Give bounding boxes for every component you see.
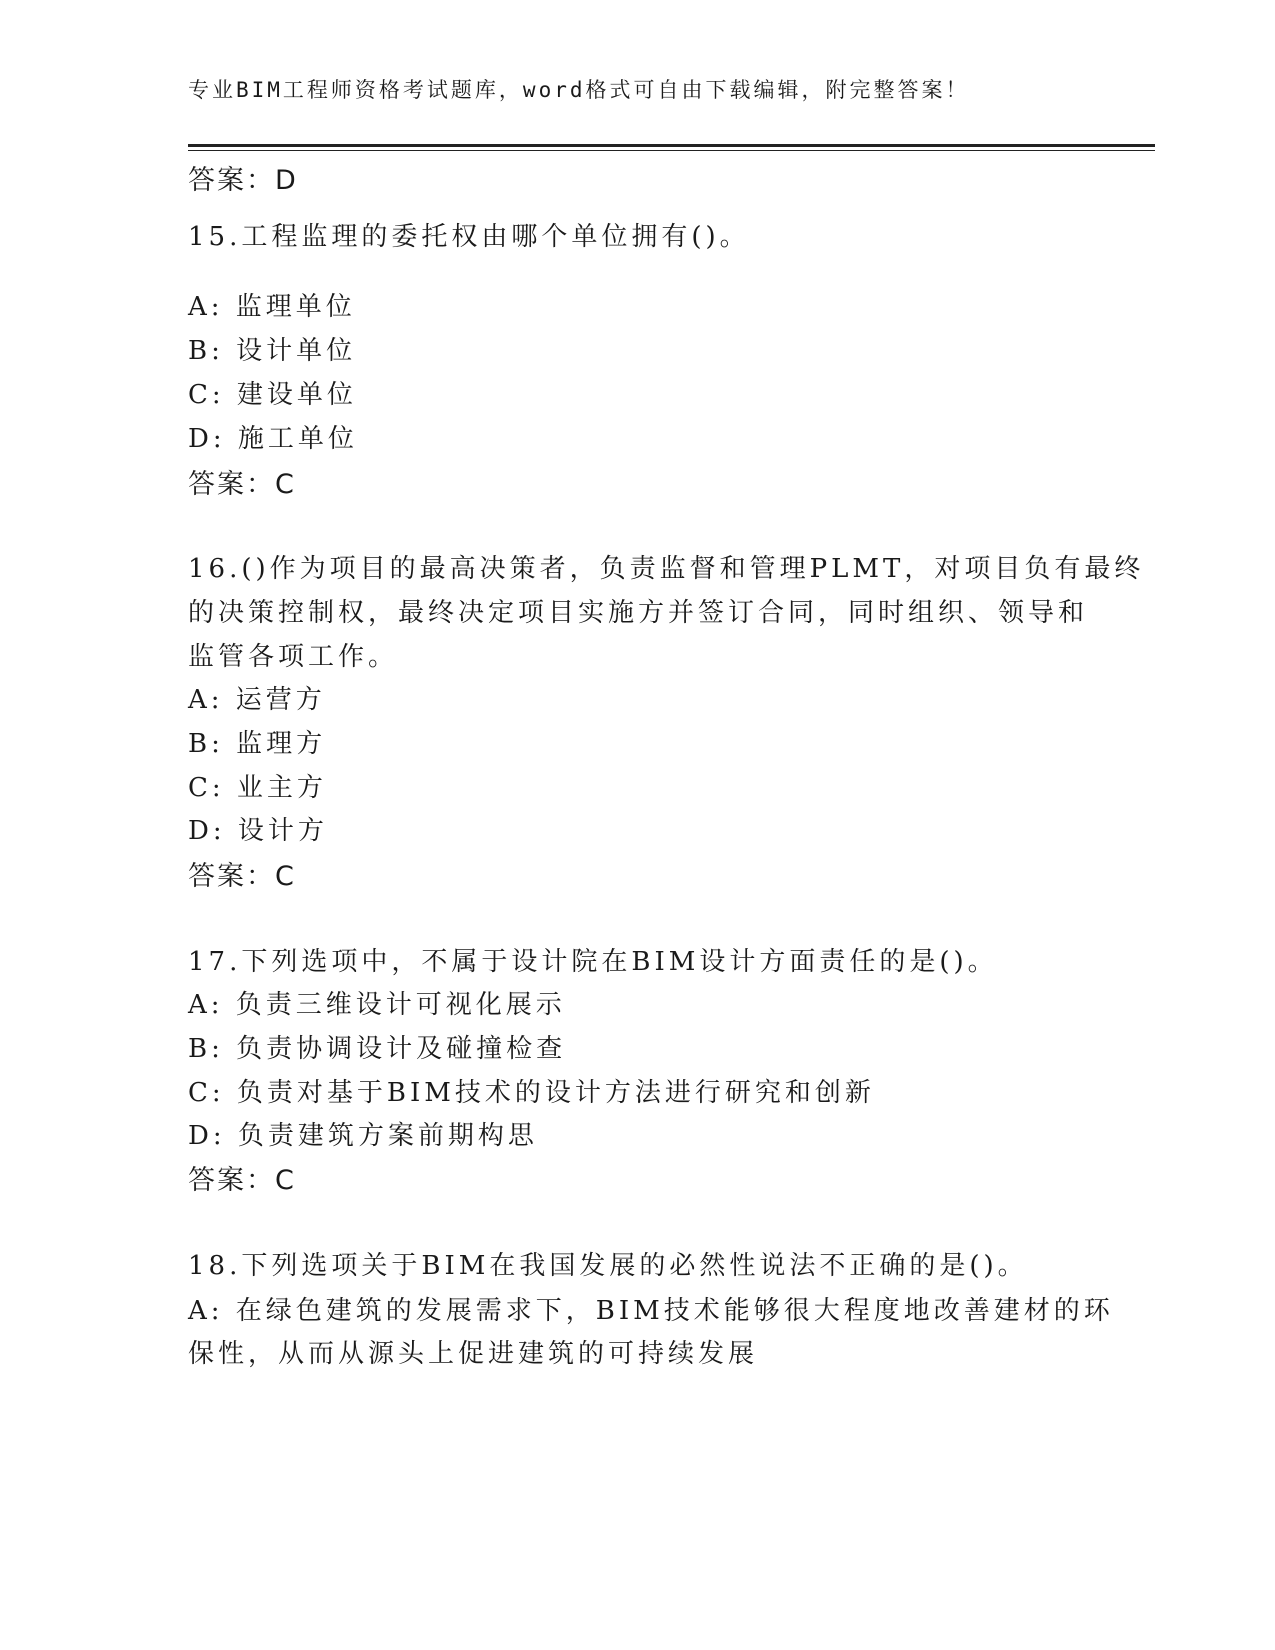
option-15-d: D: 施工单位 [188,424,358,454]
option-17-b: B: 负责协调设计及碰撞检查 [188,1034,567,1064]
question-16-line-3: 监管各项工作。 [188,642,399,672]
question-18: 18.下列选项关于BIM在我国发展的必然性说法不正确的是()。 [188,1251,1028,1281]
question-16-line-1: 16.()作为项目的最高决策者，负责监督和管理PLMT，对项目负有最终 [188,554,1145,584]
option-18-a-line-2: 保性，从而从源头上促进建筑的可持续发展 [188,1339,759,1369]
option-17-d: D: 负责建筑方案前期构思 [188,1121,538,1151]
question-17: 17.下列选项中，不属于设计院在BIM设计方面责任的是()。 [188,947,998,977]
option-15-c: C: 建设单位 [188,380,357,410]
page-header: 专业BIM工程师资格考试题库，word格式可自由下载编辑，附完整答案！ [188,78,970,102]
answer-14: 答案：D [188,165,298,196]
option-16-a: A: 运营方 [188,685,326,715]
answer-16: 答案：C [188,861,296,892]
header-rule-thin [188,150,1155,151]
option-15-b: B: 设计单位 [188,336,357,366]
option-17-c: C: 负责对基于BIM技术的设计方法进行研究和创新 [188,1078,875,1108]
answer-15: 答案：C [188,469,296,500]
question-16-line-2: 的决策控制权，最终决定项目实施方并签订合同，同时组织、领导和 [188,598,1089,628]
option-18-a-line-1: A: 在绿色建筑的发展需求下，BIM技术能够很大程度地改善建材的环 [188,1296,1114,1326]
option-16-d: D: 设计方 [188,816,328,846]
header-rule-thick [188,144,1155,147]
option-17-a: A: 负责三维设计可视化展示 [188,990,566,1020]
answer-17: 答案：C [188,1165,296,1196]
option-16-b: B: 监理方 [188,729,327,759]
question-15: 15.工程监理的委托权由哪个单位拥有()。 [188,222,750,252]
option-15-a: A: 监理单位 [188,292,356,322]
option-16-c: C: 业主方 [188,773,327,803]
